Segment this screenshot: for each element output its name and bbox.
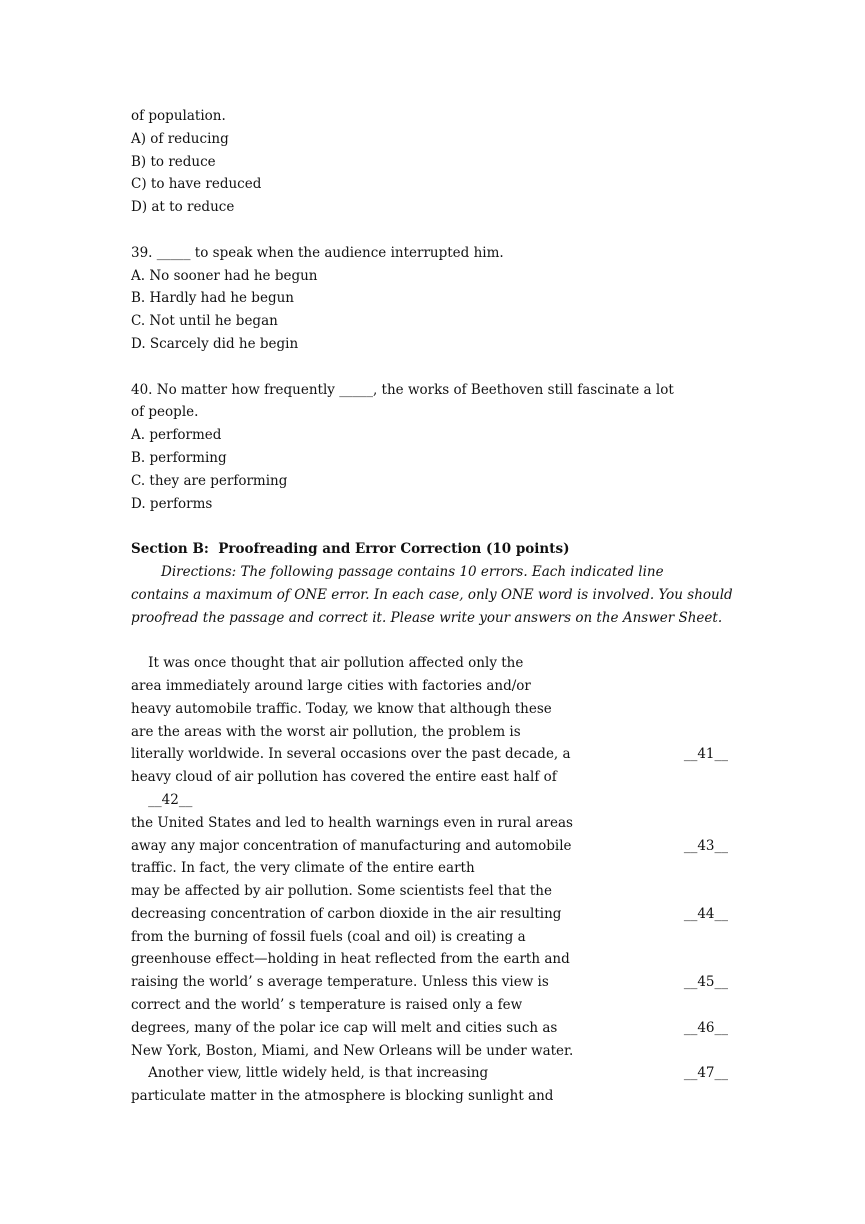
answer-blank-number: __41__ — [683, 746, 728, 763]
passage-line-text: traffic. In fact, the very climate of the entire earth — [131, 860, 475, 877]
passage-line-text: heavy automobile traffic. Today, we know that although these — [131, 700, 552, 717]
question-39 — [131, 242, 736, 356]
passage-line-text: area immediately around large cities with factories and/or — [131, 677, 531, 694]
passage-line — [131, 743, 736, 766]
passage-line — [131, 812, 736, 835]
passage-line — [131, 675, 736, 698]
question-stem: 39. _____ to speak when the audience interrupted him. — [131, 244, 504, 261]
option-c: C. they are performing — [131, 472, 288, 489]
passage-line-text: decreasing concentration of carbon dioxide in the air resulting — [131, 905, 562, 922]
option-c: C) to have reduced — [131, 176, 262, 193]
passage-line — [131, 1040, 736, 1063]
question-38-tail — [131, 105, 736, 219]
passage-line-text: raising the world’ s average temperature. Unless this view is — [131, 974, 549, 991]
option-b: B. Hardly had he begun — [131, 290, 294, 307]
question-stem-line-1: 40. No matter how frequently _____, the works of Beethoven still fascinate a lot — [131, 381, 674, 398]
option-a: A) of reducing — [131, 130, 229, 147]
passage-line-text: heavy cloud of air pollution has covered the entire east half of — [131, 769, 557, 786]
passage-line-text: may be affected by air pollution. Some scientists feel that the — [131, 883, 552, 900]
passage-line-text: It was once thought that air pollution affected only the — [131, 655, 524, 672]
passage-line — [131, 994, 736, 1017]
passage-line — [131, 948, 736, 971]
passage-line — [131, 880, 736, 903]
passage-line-text: __42__ — [131, 791, 193, 808]
document-page — [131, 105, 736, 1108]
passage-line-text: particulate matter in the atmosphere is blocking sunlight and — [131, 1088, 554, 1105]
option-c: C. Not until he began — [131, 313, 278, 330]
passage-line — [131, 835, 736, 858]
passage-line — [131, 926, 736, 949]
passage-line — [131, 721, 736, 744]
proofreading-passage — [131, 652, 736, 1108]
option-b: B. performing — [131, 449, 227, 466]
passage-line — [131, 652, 736, 675]
section-title: Section B: Proofreading and Error Correction (10 points) — [131, 541, 570, 558]
option-d: D) at to reduce — [131, 199, 235, 216]
passage-line-text: away any major concentration of manufacturing and automobile — [131, 837, 572, 854]
passage-line — [131, 698, 736, 721]
option-d: D. Scarcely did he begin — [131, 335, 299, 352]
option-a: A. No sooner had he begun — [131, 267, 318, 284]
question-stem: of population. — [131, 108, 226, 124]
section-b — [131, 538, 736, 629]
answer-blank-number: __47__ — [683, 1065, 728, 1082]
directions-line-2: contains a maximum of ONE error. In each case, only ONE word is involved. You should — [131, 586, 733, 603]
passage-line — [131, 766, 736, 789]
passage-line — [131, 789, 736, 812]
passage-line — [131, 1062, 736, 1085]
option-d: D. performs — [131, 495, 213, 512]
passage-line-text: degrees, many of the polar ice cap will melt and cities such as — [131, 1019, 558, 1036]
question-stem-line-2: of people. — [131, 404, 199, 421]
passage-line — [131, 903, 736, 926]
directions — [131, 561, 736, 629]
option-a: A. performed — [131, 427, 222, 444]
passage-line — [131, 1017, 736, 1040]
passage-line-text: from the burning of fossil fuels (coal and oil) is creating a — [131, 928, 526, 945]
answer-blank-number: __46__ — [683, 1019, 728, 1036]
passage-line-text: greenhouse effect—holding in heat reflected from the earth and — [131, 951, 570, 968]
answer-blank-number: __43__ — [683, 837, 728, 854]
passage-line-text: literally worldwide. In several occasions over the past decade, a — [131, 746, 571, 763]
answer-blank-number: __44__ — [683, 905, 728, 922]
directions-line-3: proofread the passage and correct it. Please write your answers on the Answer Sheet. — [131, 609, 723, 626]
question-40 — [131, 379, 736, 516]
passage-line-text: are the areas with the worst air pollution, the problem is — [131, 723, 521, 740]
passage-line — [131, 971, 736, 994]
directions-line-1: Directions: The following passage contains 10 errors. Each indicated line — [161, 563, 664, 580]
passage-line-text: correct and the world’ s temperature is raised only a few — [131, 997, 523, 1014]
passage-line-text: Another view, little widely held, is that increasing — [131, 1065, 489, 1082]
passage-line-text: the United States and led to health warnings even in rural areas — [131, 814, 573, 831]
option-b: B) to reduce — [131, 153, 216, 170]
passage-line-text: New York, Boston, Miami, and New Orleans will be under water. — [131, 1042, 574, 1059]
answer-blank-number: __45__ — [683, 974, 728, 991]
passage-line — [131, 857, 736, 880]
passage-line — [131, 1085, 736, 1108]
